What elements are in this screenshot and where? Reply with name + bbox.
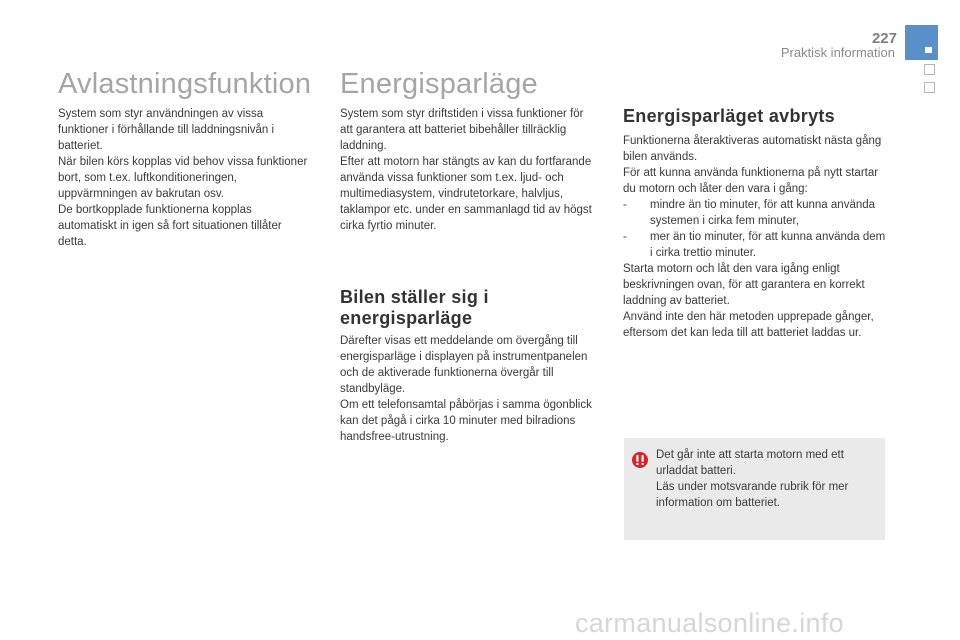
title-energisparlage: Energisparläge xyxy=(340,68,538,100)
paragraph: System som styr driftstiden i vissa funktioner för att garantera att batteriet bibehåller tillräcklig laddning. xyxy=(340,108,584,152)
paragraph: När bilen körs kopplas vid behov vissa funktioner bort, som t.ex. luftkonditioneringen, uppvärmningen av bakrutan osv. xyxy=(58,156,308,200)
list-text: mer än tio minuter, för att kunna använda dem i cirka trettio minuter. xyxy=(650,231,886,259)
left-body xyxy=(58,106,310,250)
warning-icon xyxy=(632,452,648,468)
middle-body xyxy=(340,106,598,234)
subheading-line: energisparläge xyxy=(340,308,473,328)
paragraph: System som styr användningen av vissa funktioner i förhållande till laddningsnivån i batteriet. xyxy=(58,108,275,152)
paragraph: Därefter visas ett meddelande om övergång till energisparläge i displayen på instrumentpanelen och de aktiverade funktionerna övergår till standbyläge. xyxy=(340,335,588,395)
paragraph: Starta motorn och låt den vara igång enligt beskrivningen ovan, för att garantera en korrekt laddning av batteriet. xyxy=(623,263,865,307)
list-dash: - xyxy=(623,199,627,211)
paragraph: Funktionerna återaktiveras automatiskt nästa gång bilen används. xyxy=(623,135,882,163)
tab-square-icon xyxy=(925,47,932,53)
paragraph: För att kunna använda funktionerna på nytt startar du motorn och låter den vara i gång: xyxy=(623,167,879,195)
title-avlastningsfunktion: Avlastningsfunktion xyxy=(58,68,312,100)
list-dash: - xyxy=(623,231,627,243)
page-number: 227 xyxy=(871,30,897,47)
chapter-tab[interactable] xyxy=(924,64,935,75)
right-body xyxy=(623,133,887,341)
chapter-tab[interactable] xyxy=(924,82,935,93)
note-line: Det går inte att starta motorn med ett urladdat batteri. xyxy=(656,449,844,477)
section-label: Praktisk information xyxy=(780,45,895,60)
paragraph: Om ett telefonsamtal påbörjas i samma ögonblick kan det pågå i cirka 10 minuter med bilradions handsfree-utrustning. xyxy=(340,399,592,443)
note-text xyxy=(656,447,881,511)
paragraph: Använd inte den här metoden upprepade gånger, eftersom det kan leda till att batteriet laddas ur. xyxy=(623,311,874,339)
list-text: mindre än tio minuter, för att kunna använda systemen i cirka fem minuter, xyxy=(650,199,876,227)
middle-sub-body xyxy=(340,333,598,445)
note-line: Läs under motsvarande rubrik för mer information om batteriet. xyxy=(656,481,849,509)
paragraph: Efter att motorn har stängts av kan du fortfarande använda vissa funktioner som t.ex. ljud- och multimediasystem, vindrutetorkare, halvljus, taklampor etc. under en sammanlagd tid av högst cirka fyrtio minuter. xyxy=(340,156,592,232)
subheading-line: Bilen ställer sig i xyxy=(340,287,489,307)
warning-note xyxy=(624,438,885,540)
chapter-tab-active[interactable] xyxy=(905,25,938,60)
list-item xyxy=(623,197,887,229)
heading-energisparlaget-avbryts: Energisparläget avbryts xyxy=(623,106,835,126)
watermark: carmanualsonline.info xyxy=(575,608,844,638)
subheading-bilen-staller-sig xyxy=(340,287,489,329)
list-item xyxy=(623,229,887,261)
paragraph: De bortkopplade funktionerna kopplas automatiskt in igen så fort situationen tillåter detta. xyxy=(58,204,282,248)
